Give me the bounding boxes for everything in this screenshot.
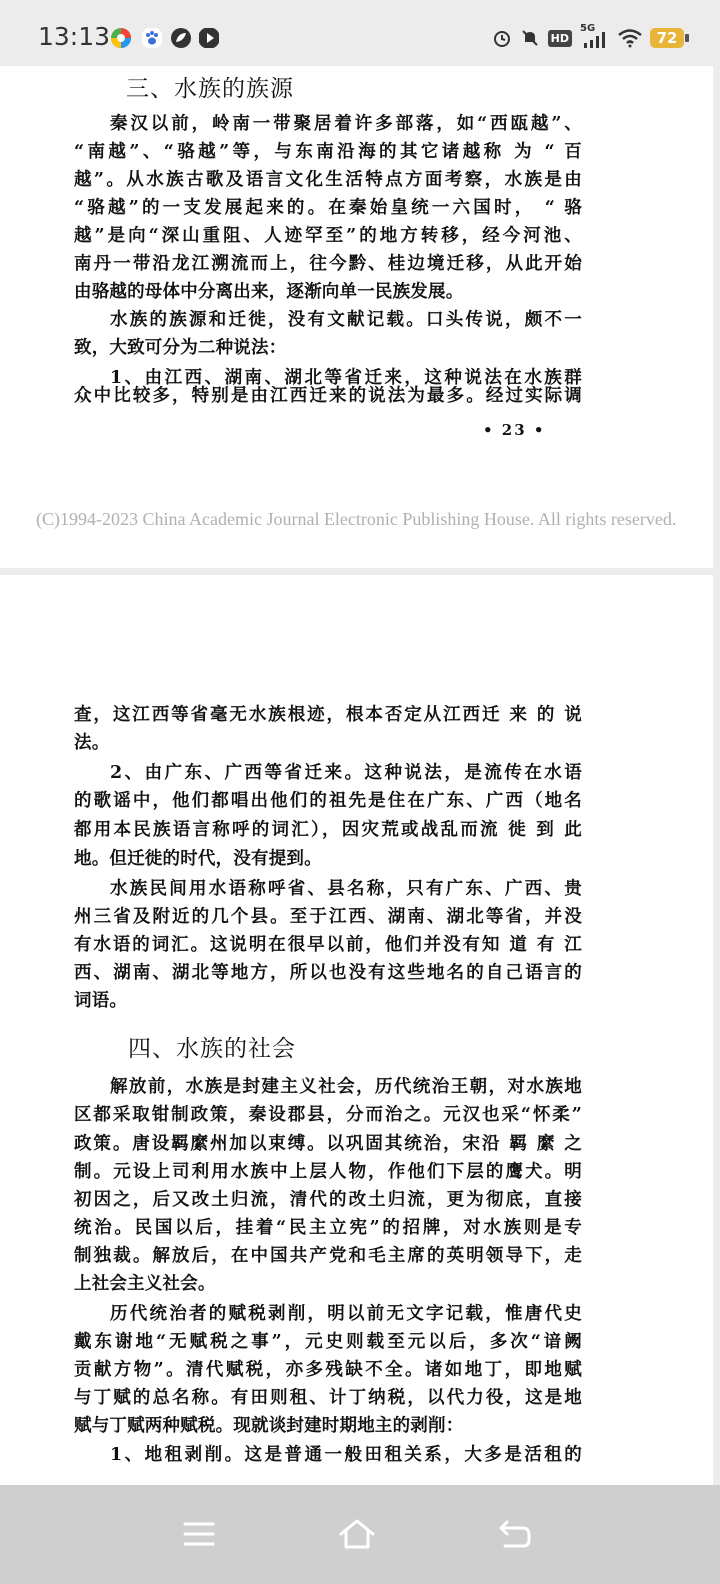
alarm-icon: [492, 28, 512, 48]
back-button[interactable]: [490, 1509, 540, 1559]
document-page-24: [0, 575, 713, 1485]
battery-indicator: 72: [650, 28, 684, 48]
app-colorful-icon: [110, 27, 132, 49]
text-line: 历代统治者的赋税剥削，明以前无文字记载，惟唐代史: [110, 1304, 582, 1324]
text-line: 制。元设上司利用水族中上层人物，作他们下层的鹰犬。明: [74, 1162, 582, 1182]
text-line: 政策。唐设羁縻州加以束缚。以巩固其统治，宋沿 羁 縻 之: [74, 1134, 582, 1154]
text-line: 地。但迁徙的时代，没有提到。: [74, 849, 322, 869]
status-bar: [0, 0, 720, 66]
text-line: 1、地租剥削。这是普通一般田租关系，大多是活租的: [110, 1445, 582, 1465]
back-icon: [497, 1518, 533, 1550]
text-line: 有水语的词汇。这说明在很早以前，他们并没有知 道 有 江: [74, 935, 582, 955]
text-line: 州三省及附近的几个县。至于江西、湖南、湖北等省，并没: [74, 907, 582, 927]
text-line: 初因之，后又改土归流，清代的改土归流，更为彻底，直接: [74, 1190, 582, 1210]
text-line: 南丹一带沿龙江溯流而上，往今黔、桂边境迁移，从此开始: [74, 254, 582, 274]
text-line: 制独裁。解放后，在中国共产党和毛主席的英明领导下，走: [74, 1246, 582, 1266]
home-icon: [337, 1517, 377, 1551]
text-line: 戴东谢地“无赋税之事”，元史则载至元以后，多次“谙阙: [74, 1332, 582, 1352]
text-line: 2、由广东、广西等省迁来。这种说法，是流传在水语: [110, 763, 582, 783]
hd-icon: HD: [548, 30, 572, 47]
text-line: 赋与丁赋两种赋税。现就谈封建时期地主的剥削：: [74, 1416, 464, 1436]
text-line: 众中比较多，特别是由江西迁来的说法为最多。经过实际调: [74, 386, 582, 406]
paw-icon: [141, 27, 163, 49]
text-line: 越”是向“深山重阻、人迹罕至”的地方转移，经今河池、: [74, 226, 582, 246]
menu-icon: [182, 1520, 216, 1548]
wifi-icon: [618, 28, 642, 48]
text-line: 西、湖南、湖北等地方，所以也没有这些地名的自己语言的: [74, 963, 582, 983]
page-number: • 23 •: [483, 421, 546, 439]
signal-icon: [580, 23, 610, 49]
status-indicators: [492, 24, 684, 52]
text-line: “骆越”的一支发展起来的。在秦始皇统一六国时， “ 骆: [74, 198, 582, 218]
text-line: 解放前，水族是封建主义社会，历代统治王朝，对水族地: [110, 1077, 582, 1097]
text-line: 的歌谣中，他们都唱出他们的祖先是住在广东、广西（地名: [74, 791, 582, 811]
document-page-23: [0, 66, 713, 568]
text-line: 贡献方物”。清代赋税，亦多残缺不全。诸如地丁，即地赋: [74, 1360, 582, 1380]
mute-bell-icon: [520, 28, 540, 48]
text-line: 越”。从水族古歌及语言文化生活特点方面考察，水族是由: [74, 170, 582, 190]
text-line: 词语。: [74, 991, 128, 1011]
text-line: 统治。民国以后，挂着“民主立宪”的招牌，对水族则是专: [74, 1218, 582, 1238]
status-time: 13:13: [38, 22, 111, 51]
text-line: 1、由江西、湖南、湖北等省迁来，这种说法在水族群: [110, 368, 582, 388]
text-line: 法。: [74, 733, 110, 753]
menu-button[interactable]: [174, 1509, 224, 1559]
section-heading-society: 四、水族的社会: [128, 1036, 296, 1062]
network-label: 5G: [580, 23, 596, 34]
text-line: 区都采取钳制政策，秦设郡县，分而治之。元汉也采“怀柔”: [74, 1105, 582, 1125]
section-heading-origin: 三、水族的族源: [126, 76, 294, 102]
text-line: 都用本民族语言称呼的词汇），因灾荒或战乱而流 徙 到 此: [74, 820, 582, 840]
text-line: “南越”、“骆越”等，与东南沿海的其它诸越称 为 “ 百: [74, 142, 582, 162]
text-line: 秦汉以前，岭南一带聚居着许多部落，如“西瓯越”、: [110, 114, 582, 134]
copyright-watermark: (C)1994-2023 China Academic Journal Electronic Publishing House. All rights reserved.: [36, 509, 677, 529]
navigation-bar: [0, 1485, 720, 1584]
play-app-icon: [198, 27, 220, 49]
text-line: 与丁赋的总名称。有田则租、计丁纳税，以代力役，这是地: [74, 1388, 582, 1408]
text-line: 由骆越的母体中分离出来，逐渐向单一民族发展。: [74, 282, 464, 302]
text-line: 致，大致可分为二种说法：: [74, 338, 287, 358]
text-line: 水族民间用水语称呼省、县名称，只有广东、广西、贵: [110, 879, 582, 899]
leaf-app-icon: [170, 27, 192, 49]
home-button[interactable]: [332, 1509, 382, 1559]
text-line: 查，这江西等省毫无水族根迹，根本否定从江西迁 来 的 说: [74, 705, 582, 725]
text-line: 水族的族源和迁徙，没有文献记载。口头传说，颇不一: [110, 310, 582, 330]
text-line: 上社会主义社会。: [74, 1274, 216, 1294]
